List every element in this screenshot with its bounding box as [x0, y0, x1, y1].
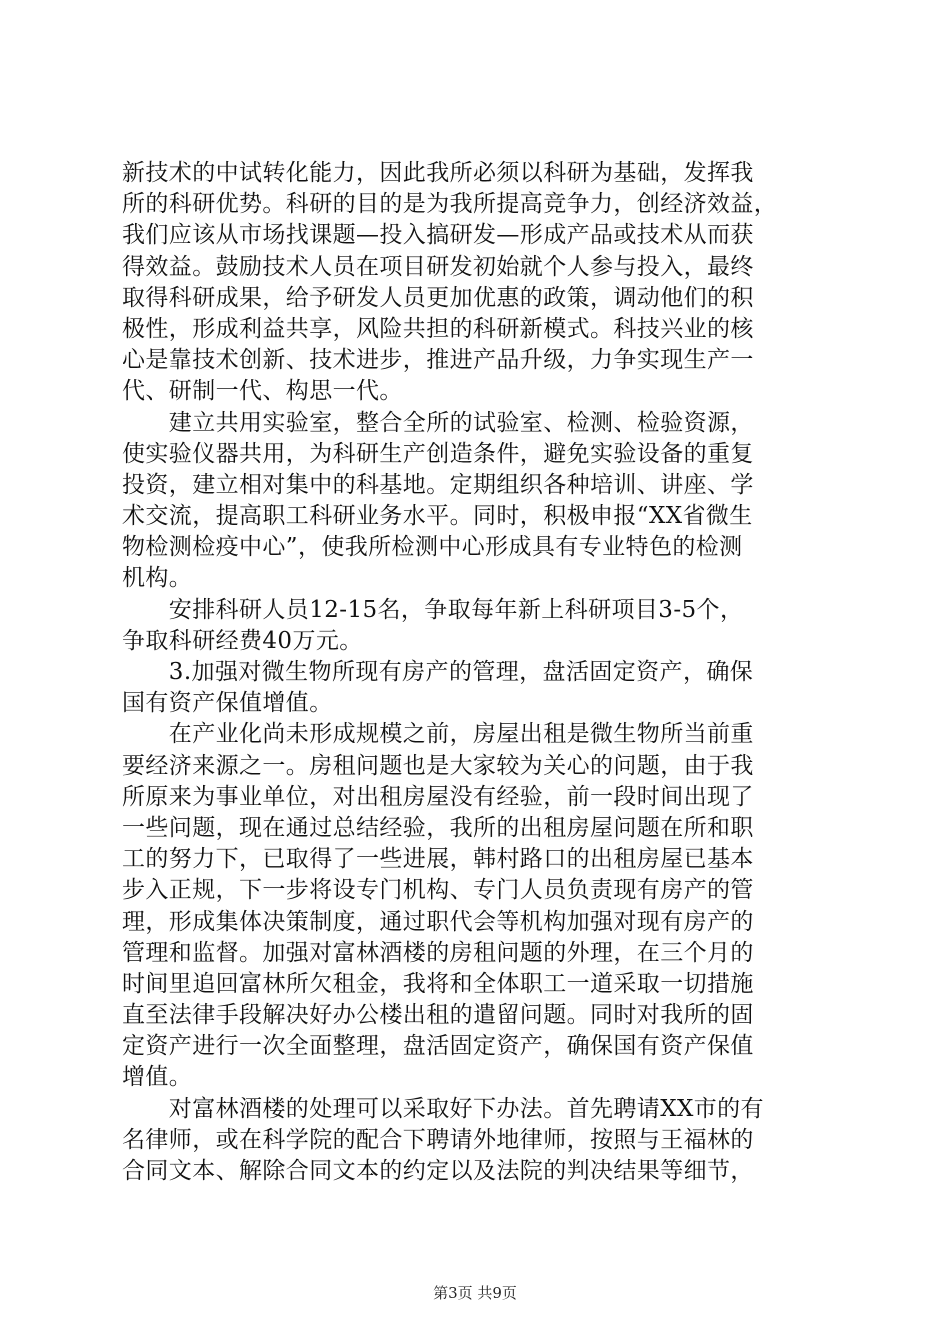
text-line: 理，形成集体决策制度，通过职代会等机构加强对现有房产的 [122, 908, 754, 935]
text-line: 极性，形成利益共享，风险共担的科研新模式。科技兴业的核 [122, 315, 754, 342]
text-line: 心是靠技术创新、技术进步，推进产品升级，力争实现生产一 [122, 347, 754, 374]
text-line: 建立共用实验室，整合全所的试验室、检测、检验资源， [122, 409, 754, 436]
document-body [122, 158, 838, 1187]
text-line: 新技术的中试转化能力，因此我所必须以科研为基础，发挥我 [122, 160, 754, 186]
text-line: 机构。 [122, 565, 193, 592]
text-line: 安排科研人员12-15名，争取每年新上科研项目3-5个， [122, 596, 744, 623]
text-line: 3.加强对微生物所现有房产的管理，盘活固定资产，确保 [122, 659, 754, 685]
text-line: 在产业化尚未形成规模之前，房屋出租是微生物所当前重 [122, 721, 754, 748]
text-line: 要经济来源之一。房租问题也是大家较为关心的问题，由于我 [122, 752, 754, 779]
text-line: 物检测检疫中心”，使我所检测中心形成具有专业特色的检测 [122, 534, 743, 561]
text-line: 所原来为事业单位，对出租房屋没有经验，前一段时间出现了 [122, 783, 754, 810]
text-line: 合同文本、解除合同文本的约定以及法院的判决结果等细节， [122, 1158, 754, 1184]
text-line: 对富林酒楼的处理可以采取好下办法。首先聘请XX市的有 [122, 1095, 764, 1122]
text-line: 名律师，或在科学院的配合下聘请外地律师，按照与王福林的 [122, 1126, 754, 1153]
text-line: 得效益。鼓励技术人员在项目研发初始就个人参与投入，最终 [122, 253, 754, 280]
text-line: 使实验仪器共用，为科研生产创造条件，避免实验设备的重复 [122, 440, 754, 467]
page-footer [0, 1282, 950, 1303]
text-line: 投资，建立相对集中的科基地。定期组织各种培训、讲座、学 [122, 471, 754, 498]
text-line: 争取科研经费40万元。 [122, 627, 363, 654]
text-line: 取得科研成果，给予研发人员更加优惠的政策，调动他们的积 [122, 284, 754, 311]
text-line: 增值。 [122, 1064, 193, 1091]
text-line: 一些问题，现在通过总结经验，我所的出租房屋问题在所和职 [122, 814, 754, 841]
text-line: 我们应该从市场找课题—投入搞研发—形成产品或技术从而获 [122, 222, 754, 249]
text-line: 国有资产保值增值。 [122, 690, 333, 717]
text-line: 术交流，提高职工科研业务水平。同时，积极申报“XX省微生 [122, 503, 753, 530]
text-line: 所的科研优势。科研的目的是为我所提高竞争力，创经济效益， [122, 191, 778, 218]
page-number-label: 第3页 共9页 [433, 1284, 517, 1302]
text-line: 直至法律手段解决好办公楼出租的遣留问题。同时对我所的固 [122, 1002, 754, 1029]
text-line: 时间里追回富林所欠租金，我将和全体职工一道采取一切措施 [122, 970, 754, 997]
text-line: 定资产进行一次全面整理，盘活固定资产，确保国有资产保值 [122, 1033, 754, 1060]
text-line: 管理和监督。加强对富林酒楼的房租问题的外理，在三个月的 [122, 939, 754, 966]
text-line: 工的努力下，已取得了一些进展，韩村路口的出租房屋已基本 [122, 846, 754, 873]
text-line: 步入正规，下一步将设专门机构、专门人员负责现有房产的管 [122, 877, 754, 904]
text-line: 代、研制一代、构思一代。 [122, 378, 403, 405]
